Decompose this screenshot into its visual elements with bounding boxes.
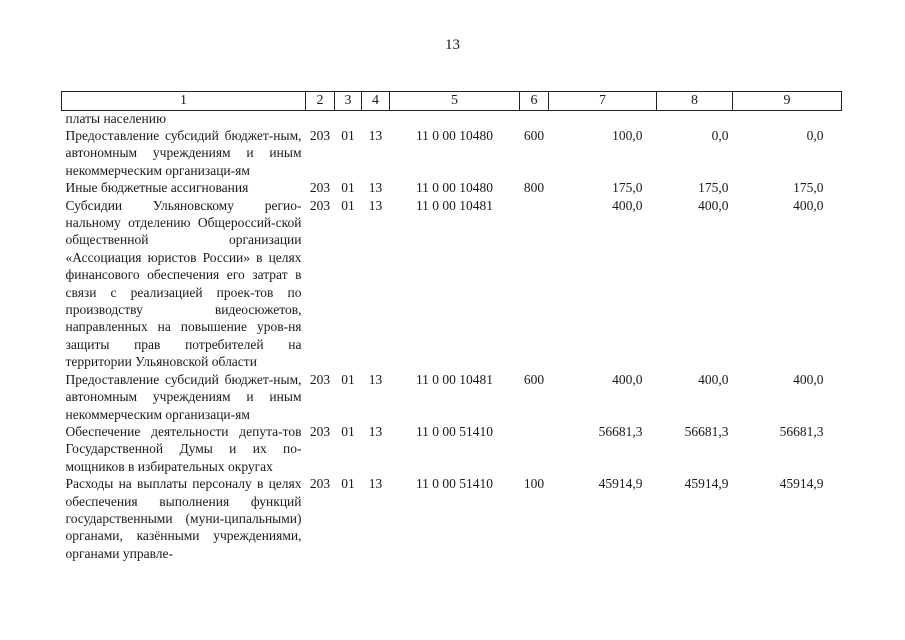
header-col-9: 9 <box>733 92 842 111</box>
header-col-6: 6 <box>520 92 549 111</box>
row-csr-cell: 11 0 00 10480 <box>415 128 494 143</box>
header-col-4: 4 <box>362 92 390 111</box>
row-value-col9: 56681,3 <box>779 423 824 439</box>
row-value-col8: 45914,9 <box>684 476 729 492</box>
row-code-col4: 13 <box>368 476 383 492</box>
row-code-col4: 13 <box>368 180 383 196</box>
row-value-col7: 400,0 <box>612 197 643 213</box>
row-code-col3: 01 <box>341 180 355 196</box>
row-name-cell: Предоставление субсидий бюджет-ным, автономным учреждениям и иным некоммерческим организаци-ям <box>65 371 302 422</box>
row-csr-cell: 11 0 00 10481 <box>415 371 494 387</box>
row-vr-cell <box>520 111 549 128</box>
row-code-col4: 13 <box>368 423 383 439</box>
row-vr-cell: 800 <box>523 180 545 196</box>
table-body <box>62 111 842 563</box>
budget-table-container <box>61 91 841 562</box>
row-name-cell: платы населению <box>65 111 167 126</box>
table-row <box>62 197 842 371</box>
budget-table <box>61 91 842 562</box>
header-col-2: 2 <box>306 92 335 111</box>
row-csr-cell: 11 0 00 51410 <box>415 476 494 492</box>
table-row <box>62 371 842 423</box>
row-code-col2: 203 <box>309 128 331 143</box>
row-code-col3: 01 <box>341 371 355 387</box>
header-col-5: 5 <box>390 92 520 111</box>
table-header-row <box>62 92 842 111</box>
row-name-cell: Иные бюджетные ассигнования <box>65 180 249 196</box>
row-value-col7: 100,0 <box>612 128 643 143</box>
row-name-cell: Расходы на выплаты персоналу в целях обеспечения выполнения функций государственными (муни-ципальными) органами, казёнными учреждениями, органами управле- <box>65 476 302 561</box>
row-code-col3 <box>335 111 362 128</box>
table-row <box>62 111 842 128</box>
row-vr-cell: 600 <box>523 371 545 387</box>
row-value-col7: 400,0 <box>612 371 643 387</box>
row-code-col4 <box>362 111 390 128</box>
row-value-col8: 400,0 <box>698 371 729 387</box>
row-code-col4: 13 <box>368 371 383 387</box>
row-value-col8: 56681,3 <box>684 423 729 439</box>
row-code-col2: 203 <box>309 371 331 387</box>
row-vr-cell <box>520 197 549 371</box>
row-value-col7: 175,0 <box>612 180 643 196</box>
row-value-col9: 400,0 <box>793 197 824 213</box>
row-vr-cell: 100 <box>523 476 545 492</box>
row-value-col9: 45914,9 <box>779 476 824 492</box>
row-code-col3: 01 <box>341 423 355 439</box>
row-code-col2: 203 <box>309 180 331 196</box>
header-col-1: 1 <box>62 92 306 111</box>
row-value-col8: 400,0 <box>698 197 729 213</box>
row-value-col9 <box>733 111 842 128</box>
row-value-col8: 175,0 <box>698 180 729 196</box>
row-vr-cell <box>520 423 549 475</box>
row-value-col9: 0,0 <box>806 128 824 143</box>
header-col-7: 7 <box>549 92 657 111</box>
row-code-col4: 13 <box>368 128 383 143</box>
row-code-col3: 01 <box>341 128 355 143</box>
row-value-col7 <box>549 111 657 128</box>
header-col-8: 8 <box>657 92 733 111</box>
row-code-col2: 203 <box>309 197 331 213</box>
row-value-col8 <box>657 111 733 128</box>
page-number: 13 <box>445 37 460 53</box>
row-value-col7: 56681,3 <box>598 423 643 439</box>
table-row <box>62 475 842 562</box>
row-csr-cell: 11 0 00 51410 <box>415 423 494 439</box>
row-csr-cell <box>390 111 520 128</box>
table-row <box>62 423 842 475</box>
row-code-col2 <box>306 111 335 128</box>
row-vr-cell: 600 <box>523 128 545 143</box>
row-code-col2: 203 <box>309 476 331 492</box>
header-col-3: 3 <box>335 92 362 111</box>
row-code-col2: 203 <box>309 423 331 439</box>
table-row <box>62 179 842 196</box>
row-value-col9: 400,0 <box>793 371 824 387</box>
row-value-col7: 45914,9 <box>598 476 643 492</box>
row-name-cell: Субсидии Ульяновскому регио-нальному отделению Общероссий-ской общественной организации «Ассоциация юристов России» в целях финансового обеспечения его затрат в связи с реализацией проек-тов по производству видеосюжетов, направленных на повышение уров-ня защиты прав потребителей на территории Ульяновской области <box>65 197 302 370</box>
row-value-col8: 0,0 <box>711 128 729 143</box>
row-code-col4: 13 <box>368 197 383 213</box>
table-row <box>62 127 842 179</box>
row-name-cell: Обеспечение деятельности депута-тов Государственной Думы и их по-мощников в избирательных округах <box>65 423 302 474</box>
row-name-cell: Предоставление субсидий бюджет-ным, автономным учреждениям и иным некоммерческим организаци-ям <box>65 128 302 178</box>
row-csr-cell: 11 0 00 10481 <box>415 197 494 213</box>
row-value-col9: 175,0 <box>793 180 824 196</box>
row-csr-cell: 11 0 00 10480 <box>415 180 494 196</box>
row-code-col3: 01 <box>341 476 355 492</box>
row-code-col3: 01 <box>341 197 355 213</box>
